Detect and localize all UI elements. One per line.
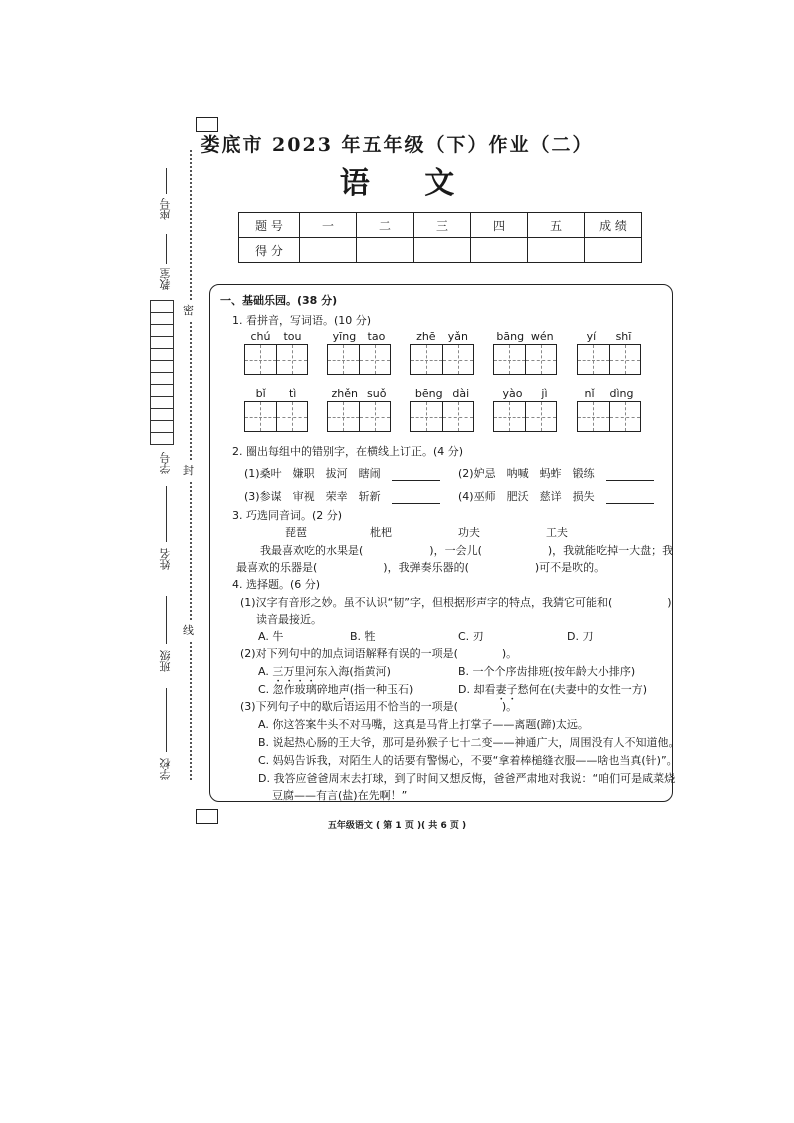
name-label: 姓名 bbox=[159, 548, 172, 570]
tianzige-box[interactable] bbox=[577, 344, 641, 375]
subject-title: 语 文 bbox=[339, 166, 477, 201]
q3-title: 3. 巧选同音词。(2 分) bbox=[232, 509, 343, 522]
tianzige-box[interactable] bbox=[327, 344, 391, 375]
option-b[interactable]: B. 一个个序齿排班(按年龄大小排序) bbox=[458, 665, 636, 678]
answer-blank[interactable] bbox=[606, 493, 654, 504]
option-d[interactable]: D. 我答应爸爸周末去打球，到了时间又想反悔，爸爸严肃地对我说：“咱们可是咸菜烧 bbox=[258, 772, 676, 785]
q2-item: (3)参谋 审视 荣幸 斩新 bbox=[244, 488, 440, 504]
score-table-header-cell: 五 bbox=[528, 213, 585, 238]
option-c[interactable]: C. 刃 bbox=[458, 630, 484, 643]
q4-s1-stem: 读音最接近。 bbox=[256, 613, 322, 626]
q3-word: 琵琶 bbox=[285, 526, 307, 539]
score-cell[interactable] bbox=[300, 238, 357, 263]
score-table-header-cell: 一 bbox=[300, 213, 357, 238]
school-line[interactable] bbox=[166, 688, 167, 752]
score-cell[interactable] bbox=[357, 238, 414, 263]
section1-title: 一、基础乐园。(38 分) bbox=[220, 294, 338, 307]
score-table-header-row bbox=[239, 213, 642, 238]
score-row-label: 得 分 bbox=[239, 238, 300, 263]
tianzige-box[interactable] bbox=[410, 344, 474, 375]
option-d[interactable]: D. 刀 bbox=[567, 630, 594, 643]
pinyin-pair: yīng tao bbox=[332, 330, 386, 343]
score-table bbox=[238, 212, 642, 263]
answer-blank[interactable] bbox=[606, 470, 654, 481]
q3-word: 功夫 bbox=[458, 526, 480, 539]
q2-item: (2)妒忌 呐喊 蚂蚱 锻练 bbox=[458, 465, 654, 481]
option-a[interactable]: A. 牛 bbox=[258, 630, 284, 643]
tianzige-box[interactable] bbox=[244, 401, 308, 432]
pinyin-pair: yí shī bbox=[586, 330, 632, 343]
q3-line: 我最喜欢吃的水果是( )，一会儿( )，我就能吃掉一大盘；我 bbox=[260, 544, 674, 557]
classroom-label: 教室 bbox=[159, 268, 172, 290]
tianzige-box[interactable] bbox=[327, 401, 391, 432]
q4-s2-stem: (2)对下列句中的加点词语解释有误的一项是( )。 bbox=[240, 647, 518, 660]
seal-mark-feng: 封 bbox=[183, 460, 194, 480]
score-cell[interactable] bbox=[585, 238, 642, 263]
score-cell[interactable] bbox=[528, 238, 585, 263]
student-id-grid[interactable] bbox=[150, 300, 174, 445]
q2-item: (1)桑叶 嫌职 拔河 瞎闹 bbox=[244, 465, 440, 481]
classroom-line[interactable] bbox=[166, 234, 167, 264]
score-table-header-cell: 三 bbox=[414, 213, 471, 238]
pinyin-pair: zhěn suǒ bbox=[331, 387, 387, 400]
q2-title: 2. 圈出每组中的错别字，在横线上订正。(4 分) bbox=[232, 445, 464, 458]
q4-title: 4. 选择题。(6 分) bbox=[232, 578, 321, 591]
score-table-header-cell: 二 bbox=[357, 213, 414, 238]
q4-s3-stem: (3)下列句子中的歇后语运用不恰当的一项是( )。 bbox=[240, 700, 518, 713]
pinyin-pair: chú tou bbox=[250, 330, 302, 343]
class-label: 班级 bbox=[159, 650, 172, 672]
option-a[interactable]: A. 三万里河东入海(指黄河) bbox=[258, 665, 391, 678]
seal-mark-mi: 密 bbox=[183, 300, 194, 320]
name-line[interactable] bbox=[166, 486, 167, 542]
exam-title: 娄底市 2023 年五年级（下）作业（二） bbox=[200, 134, 594, 156]
tianzige-box[interactable] bbox=[244, 344, 308, 375]
q4-s1-stem: (1)汉字有音形之妙。虽不认识“韧”字，但根据形声字的特点，我猜它可能和( ) bbox=[240, 596, 672, 609]
tianzige-box[interactable] bbox=[577, 401, 641, 432]
seal-mark-xian: 线 bbox=[183, 620, 194, 640]
option-b[interactable]: B. 牲 bbox=[350, 630, 376, 643]
pinyin-pair: zhē yǎn bbox=[416, 330, 468, 343]
score-table-header-cell: 题 号 bbox=[239, 213, 300, 238]
pinyin-pair: bāng wén bbox=[496, 330, 554, 343]
q2-item: (4)巫师 肥沃 慈详 损失 bbox=[458, 488, 654, 504]
q1-title: 1. 看拼音，写词语。(10 分) bbox=[232, 314, 372, 327]
answer-blank[interactable] bbox=[392, 470, 440, 481]
q3-word: 工夫 bbox=[546, 526, 568, 539]
pinyin-pair: bēng dài bbox=[414, 387, 470, 400]
score-table-score-row bbox=[239, 238, 642, 263]
tianzige-box[interactable] bbox=[493, 401, 557, 432]
school-label: 学校 bbox=[159, 758, 172, 780]
class-line[interactable] bbox=[166, 596, 167, 644]
seat-label: 座号 bbox=[159, 198, 172, 220]
pinyin-pair: yào jì bbox=[502, 387, 548, 400]
pinyin-pair: bǐ tì bbox=[255, 387, 297, 400]
option-c[interactable]: C. 忽作玻璃碎地声(指一种玉石) bbox=[258, 683, 414, 696]
score-cell[interactable] bbox=[414, 238, 471, 263]
option-c[interactable]: C. 妈妈告诉我，对陌生人的话要有警惕心，不要“拿着棒槌缝衣服——啥也当真(针)”。 bbox=[258, 754, 678, 767]
page-footer: 五年级语文 ( 第 1 页 )( 共 6 页 ) bbox=[327, 821, 467, 831]
q3-line: 最喜欢的乐器是( )，我弹奏乐器的( )可不是吹的。 bbox=[236, 561, 606, 574]
tianzige-box[interactable] bbox=[410, 401, 474, 432]
tianzige-box[interactable] bbox=[493, 344, 557, 375]
student-id-label: 学号 bbox=[159, 452, 172, 474]
pinyin-pair: nǐ dìng bbox=[584, 387, 634, 400]
option-d-continued: 豆腐——有言(盐)在先啊！” bbox=[272, 789, 408, 802]
answer-blank[interactable] bbox=[392, 493, 440, 504]
option-b[interactable]: B. 说起热心肠的王大爷，那可是孙猴子七十二变——神通广大，周围没有人不知道他。 bbox=[258, 736, 680, 749]
score-table-header-cell: 成 绩 bbox=[585, 213, 642, 238]
option-d[interactable]: D. 却看妻子愁何在(夫妻中的女性一方) bbox=[458, 683, 648, 696]
score-cell[interactable] bbox=[471, 238, 528, 263]
q3-word: 枇杷 bbox=[370, 526, 392, 539]
score-table-header-cell: 四 bbox=[471, 213, 528, 238]
option-a[interactable]: A. 你这答案牛头不对马嘴，这真是马背上打掌子——离题(蹄)太远。 bbox=[258, 718, 589, 731]
